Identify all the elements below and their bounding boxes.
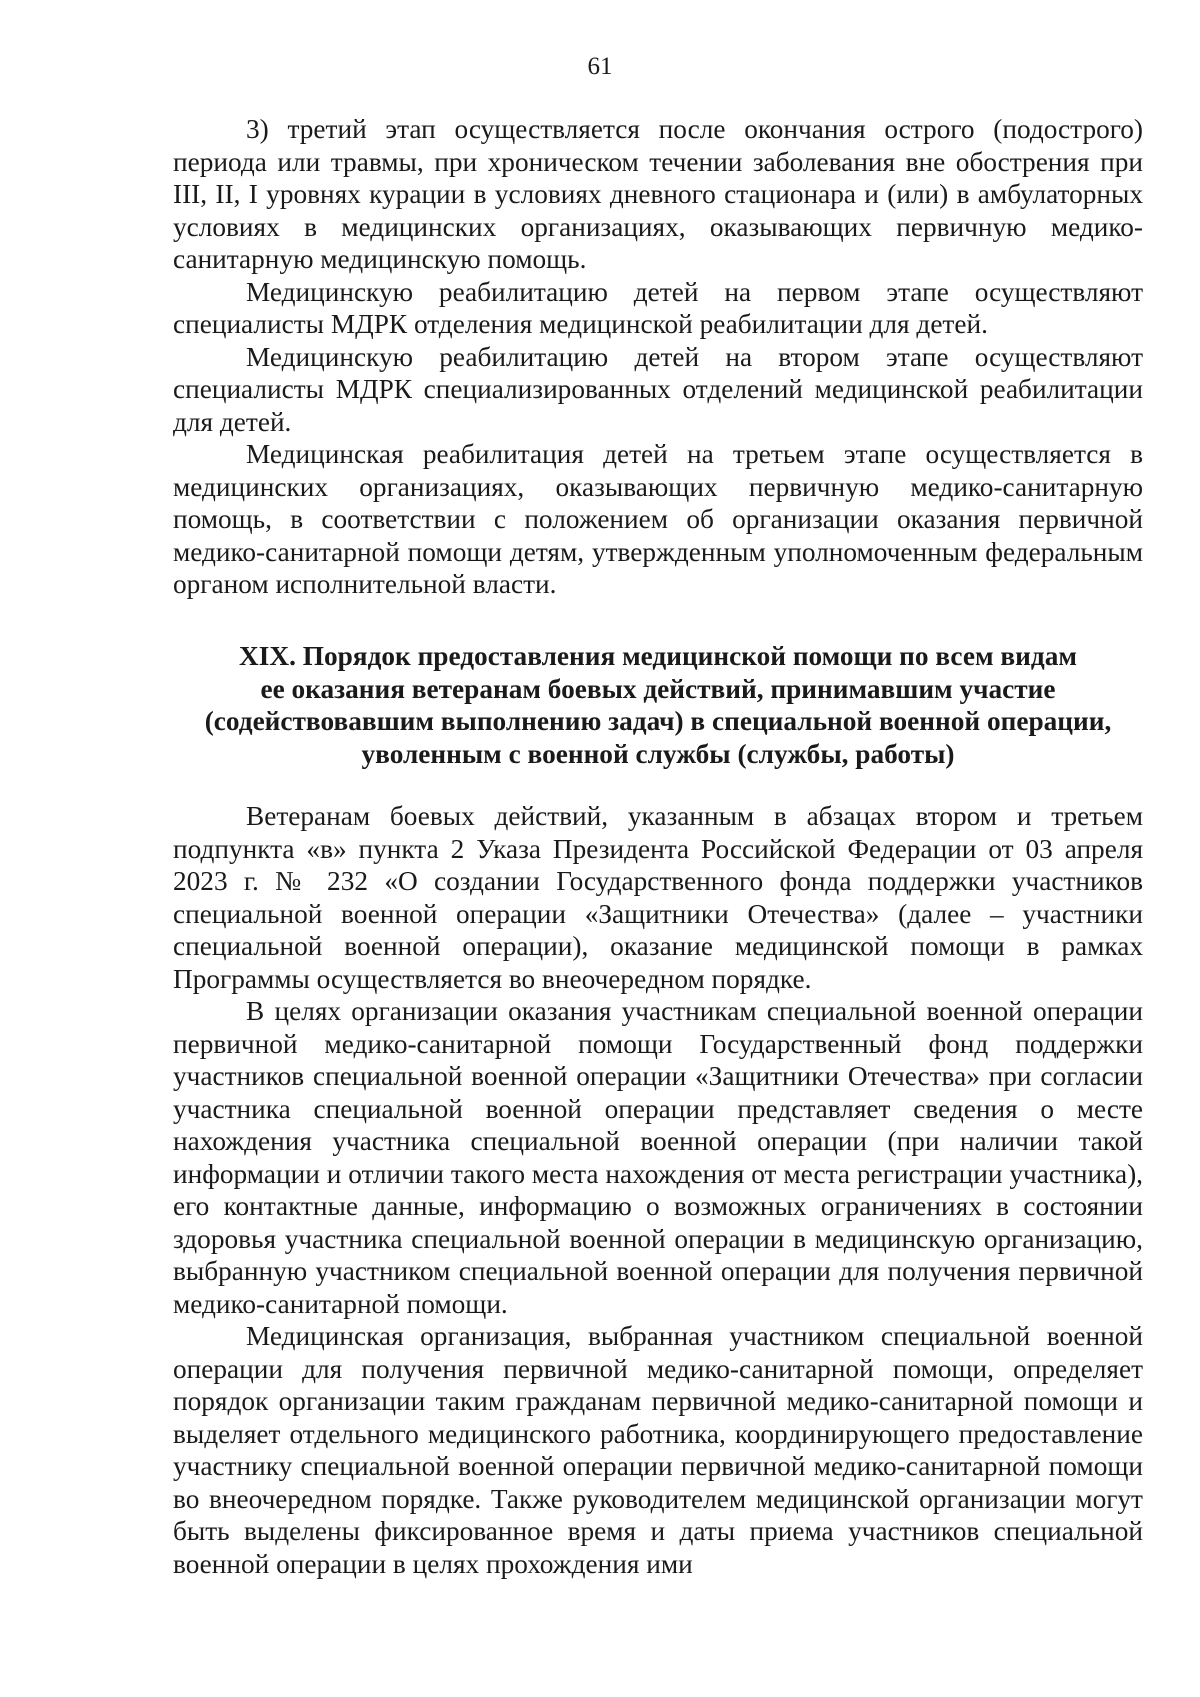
paragraph: Медицинскую реабилитацию детей на втором этапе осуществляют специалисты МДРК специализированных отделений медицинской реабилитации для детей.	[173, 341, 1143, 437]
section-heading-line: ее оказания ветеранам боевых действий, принимавшим участие	[260, 673, 1056, 704]
paragraph: Медицинская организация, выбранная участником специальной военной операции для получения первичной медико-санитарной помощи, определяет порядок организации таким гражданам первичной медико-санитарной помощи и выделяет отдельного медицинского работника, координирующего предоставление участнику специальной военной операции первичной медико-санитарной помощи во внеочередном порядке. Также руководителем медицинской организации могут быть выделены фиксированное время и даты приема участников специальной военной операции в целях прохождения ими	[173, 1321, 1143, 1579]
section-heading-line: XIX. Порядок предоставления медицинской помощи по всем видам	[239, 641, 1077, 671]
section-heading	[173, 640, 1143, 770]
paragraph: В целях организации оказания участникам специальной военной операции первичной медико-санитарной помощи Государственный фонд поддержки участников специальной военной операции «Защитники Отечества» при согласии участника специальной военной операции представляет сведения о месте нахождения участника специальной военной операции (при наличии такой информации и отличии такого места нахождения от места регистрации участника), его контактные данные, информацию о возможных ограничениях в состоянии здоровья участника специальной военной операции в медицинскую организацию, выбранную участником специальной военной операции для получения первичной медико-санитарной помощи.	[173, 996, 1143, 1319]
section-one-text	[173, 113, 1143, 601]
section-heading-line: уволенным с военной службы (службы, работы)	[361, 738, 955, 769]
page-number: 61	[587, 53, 613, 80]
section-two-text	[173, 800, 1143, 1580]
section-heading-line: (содействовавшим выполнению задач) в специальной военной операции,	[204, 706, 1112, 736]
paragraph: Медицинскую реабилитацию детей на первом этапе осуществляют специалисты МДРК отделения медицинской реабилитации для детей.	[173, 276, 1143, 339]
paragraph: Ветеранам боевых действий, указанным в абзацах втором и третьем подпункта «в» пункта 2 Указа Президента Российской Федерации от 03 апреля 2023 г. № 232 «О создании Государственного фонда поддержки участников специальной военной операции «Защитники Отечества» (далее – участники специальной военной операции), оказание медицинской помощи в рамках Программы осуществляется во внеочередном порядке.	[173, 801, 1143, 994]
paragraph: Медицинская реабилитация детей на третьем этапе осуществляется в медицинских организациях, оказывающих первичную медико-санитарную помощь, в соответствии с положением об организации оказания первичной медико-санитарной помощи детям, утвержденным уполномоченным федеральным органом исполнительной власти.	[173, 439, 1143, 599]
paragraph: 3) третий этап осуществляется после окончания острого (подострого) периода или травмы, при хроническом течении заболевания вне обострения при III, II, I уровнях курации в условиях дневного стационара и (или) в амбулаторных условиях в медицинских организациях, оказывающих первичную медико-санитарную медицинскую помощь.	[173, 114, 1143, 274]
